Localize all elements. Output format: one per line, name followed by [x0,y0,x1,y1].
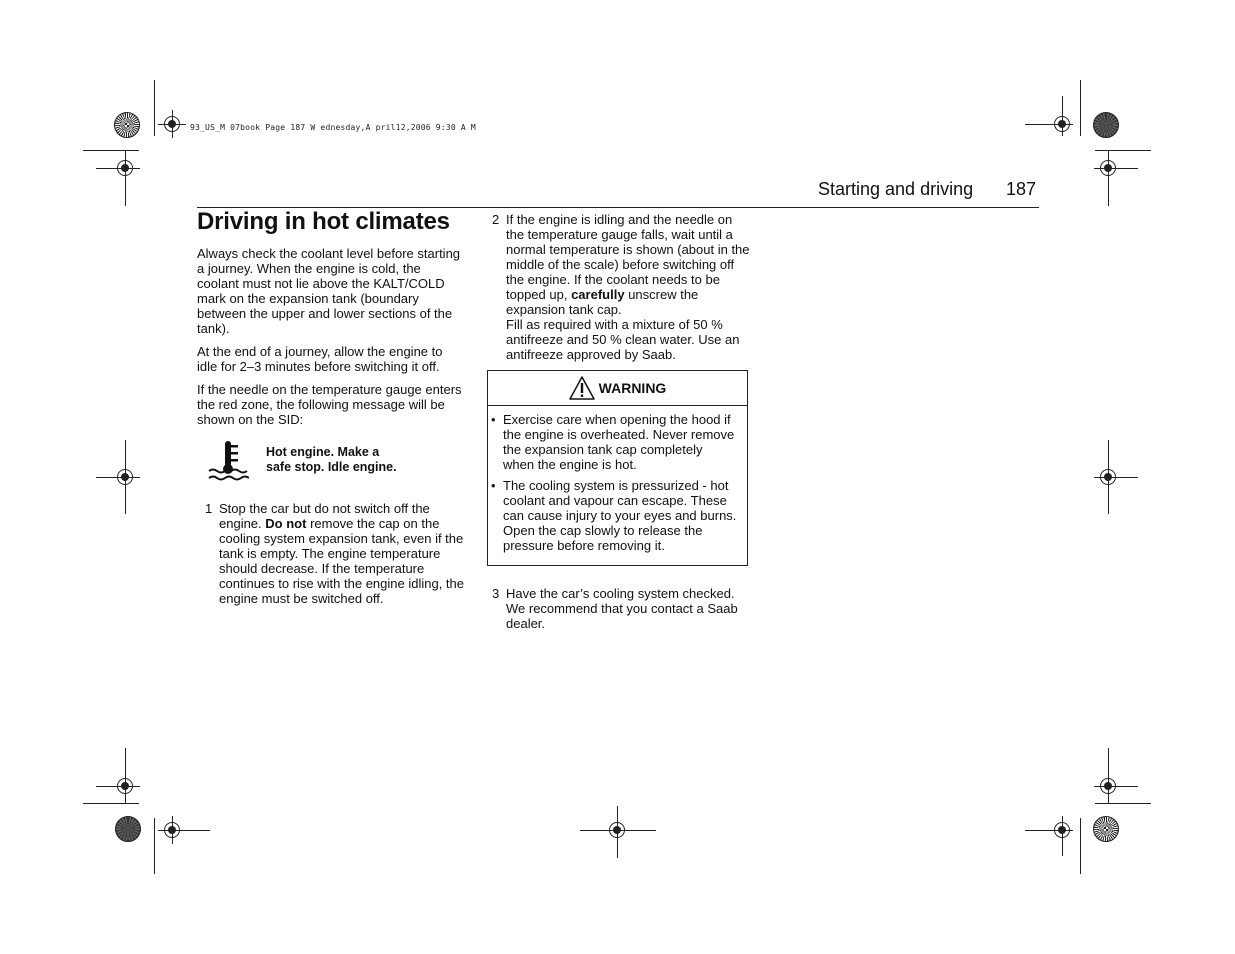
warning-header [488,371,747,406]
steps-list [197,501,465,606]
crop-line [1080,80,1081,136]
step-text: Have the car’s cooling system checked. We recommend that you contact a Saab dealer. [506,586,738,631]
crop-line [154,818,155,874]
steps-list [484,212,750,362]
running-header-section: Starting and driving [818,179,974,199]
sid-message [266,445,397,475]
registration-target-icon [609,822,625,838]
warning-triangle-icon [569,376,595,400]
registration-target-icon [164,822,180,838]
paragraph: At the end of a journey, allow the engine to idle for 2–3 minutes before switching it off. [197,344,443,374]
registration-target-icon [117,160,133,176]
sid-message-block [197,439,465,491]
paragraph: If the needle on the temperature gauge enters the red zone, the following message will be shown on the SID: [197,382,462,427]
registration-target-icon [1100,160,1116,176]
step-text: unscrew the expansion tank cap. [506,287,699,317]
crop-line [1080,818,1081,874]
registration-target-icon [1054,822,1070,838]
sid-message-line: Hot engine. Make a [266,445,380,459]
registration-target-icon [1100,469,1116,485]
step-text: remove the cap on the cooling system expansion tank, even if the tank is empty. The engine temperature should decrease. If the temperature continues to rise with the engine idling, the engine must be switched off. [219,516,464,606]
registration-starburst-icon [114,112,140,138]
registration-target-icon [1100,778,1116,794]
sid-message-line: safe stop. Idle engine. [266,460,397,474]
step-item [197,501,465,606]
step-text: If the engine is idling and the needle on the temperature gauge falls, wait until a normal temperature is shown (about in the middle of the scale) before switching off the engine. If the coolant needs to be topped up, [506,212,750,302]
registration-target-icon [1054,116,1070,132]
right-column [484,212,750,639]
warning-text: The cooling system is pressurized - hot coolant and vapour can escape. These can cause injury to your eyes and burns. Open the cap slowly to release the pressure before removing it. [503,478,737,553]
step-item [484,212,750,362]
warning-item [491,478,737,553]
warning-heading: WARNING [598,379,667,396]
crop-line [1095,803,1151,804]
warning-item [491,412,737,472]
warning-text: Exercise care when opening the hood if the engine is overheated. Never remove the expansion tank cap completely when the engine is hot. [503,412,735,472]
registration-starburst-icon [1093,112,1119,138]
step-text: Fill as required with a mixture of 50 % antifreeze and 50 % clean water. Use an antifreeze approved by Saab. [506,317,740,362]
crop-line [83,150,139,151]
registration-starburst-icon [1093,816,1119,842]
registration-target-icon [164,116,180,132]
warning-list [488,406,747,565]
crop-line [1095,150,1151,151]
bullet: • [491,478,496,493]
step-number: 2 [492,212,500,227]
book-slug: 93_US_M 07book Page 187 W ednesday,A pril12,2006 9:30 A M [190,123,476,132]
step-text: Stop the car but do not switch off the engine. [219,501,430,531]
page-title: Driving in hot climates [197,208,450,235]
warning-box [487,370,748,566]
crop-line [83,803,139,804]
registration-target-icon [117,778,133,794]
step-number: 1 [205,501,213,516]
coolant-temperature-icon [207,439,249,483]
steps-list [484,586,750,631]
step-emphasis: Do not [265,516,307,531]
step-number: 3 [492,586,500,601]
step-emphasis: carefully [571,287,625,302]
paragraph: Always check the coolant level before starting a journey. When the engine is cold, the coolant must not lie above the KALT/COLD mark on the expansion tank (boundary between the upper and lower sections of the tank). [197,246,461,336]
registration-target-icon [117,469,133,485]
registration-starburst-icon [115,816,141,842]
page-number: 187 [1006,179,1037,199]
left-column [197,246,465,614]
bullet: • [491,412,496,427]
crop-line [154,80,155,136]
step-item [484,586,750,631]
